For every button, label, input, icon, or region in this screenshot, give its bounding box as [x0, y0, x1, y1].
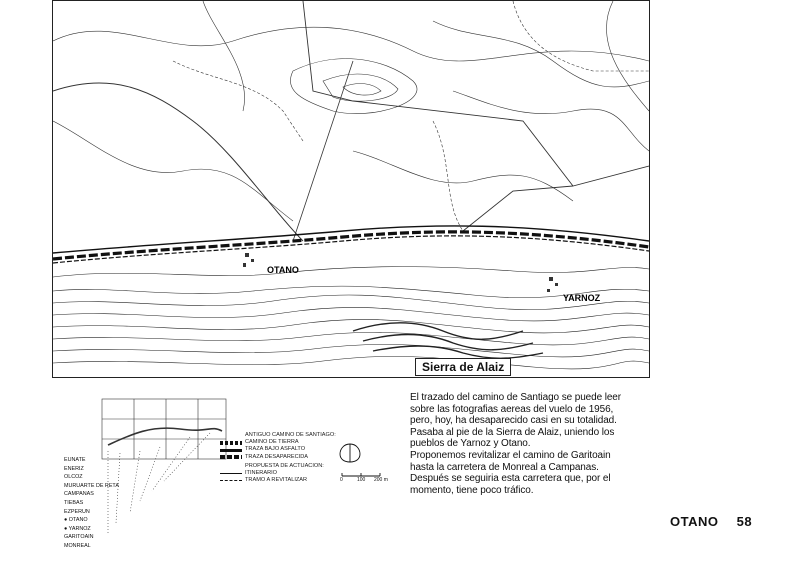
legend-swatch	[220, 455, 242, 459]
contour-line	[53, 344, 649, 357]
legend-item	[220, 439, 336, 446]
map-label-sierra: Sierra de Alaiz	[415, 358, 511, 376]
village-marker-otano	[243, 253, 254, 267]
contour-line	[53, 319, 649, 332]
legend-title-text: PROPUESTA DE ACTUACION:	[245, 462, 324, 469]
paragraph-line: momento, tiene poco tráfico.	[410, 484, 534, 496]
paragraph-line: Después se seguiria esta carretera que, por el	[410, 473, 611, 485]
village-tiebas: TIEBAS	[64, 499, 84, 506]
village-olcoz: OLCOZ	[64, 474, 83, 481]
map-label-yarnoz: YARNOZ	[563, 293, 601, 303]
contour-line	[433, 21, 649, 87]
village-marker-yarnoz	[547, 277, 558, 292]
village-muruarte: MURUARTE DE RETA	[64, 482, 119, 489]
map-label-otano: OTANO	[267, 265, 299, 275]
paragraph-line: Proponemos revitalizar el camino de Garitoain	[410, 449, 611, 461]
contour-line	[343, 84, 381, 96]
north-arrow-and-scale	[330, 440, 390, 484]
legend-item-label: TRAZA DESAPARECIDA	[245, 453, 308, 460]
contour-line	[323, 74, 398, 101]
village-eunate: EUNATE	[64, 457, 86, 463]
path-line	[173, 61, 303, 141]
contour-line	[53, 121, 293, 221]
contour-line	[203, 1, 245, 111]
page-number: 58	[736, 514, 753, 529]
contour-line	[53, 267, 649, 277]
contour-line	[53, 332, 649, 345]
legend-item	[220, 446, 336, 453]
camino-route	[53, 226, 649, 263]
scale-tick-0: 0	[340, 477, 343, 483]
legend-item-label: TRAZA BAJO ASFALTO	[245, 446, 306, 453]
contour-line	[453, 91, 649, 151]
page-footer	[670, 514, 752, 529]
legend-item-label: CAMINO DE TIERRA	[245, 439, 299, 446]
path-line	[433, 121, 463, 231]
village-yarnoz: ● YARNOZ	[64, 525, 91, 532]
road-line	[53, 83, 303, 241]
key-map-village-list	[64, 456, 119, 551]
map-canvas	[53, 1, 649, 377]
legend-swatch	[220, 441, 242, 445]
description-paragraph	[410, 392, 654, 496]
legend-swatch	[220, 480, 242, 481]
contour-line	[53, 356, 649, 369]
legend-item	[220, 470, 336, 477]
footer-title: OTANO	[670, 514, 719, 529]
key-map-route	[108, 428, 222, 445]
legend	[220, 432, 336, 484]
village-garitoain: GARITOAIN	[64, 534, 94, 541]
village-monreal: MONREAL	[64, 542, 91, 549]
contour-line	[353, 151, 573, 201]
paragraph-line: hasta la carretera de Monreal a Campanas.	[410, 461, 599, 473]
legend-title-1	[220, 432, 336, 439]
contour-line	[53, 286, 649, 298]
paragraph-line: El trazado del camino de Santiago se puede leer	[410, 392, 621, 403]
legend-item	[220, 477, 336, 484]
contour-line	[53, 27, 649, 61]
paragraph-line: Pasaba al pie de la Sierra de Alaiz, uniendo los	[410, 426, 615, 438]
path-line	[513, 1, 649, 71]
paragraph-line: pero, hoy, ha desaparecido casi en su totalidad.	[410, 415, 617, 427]
scale-bar	[342, 473, 380, 476]
legend-title-text: ANTIGUO CAMINO DE SANTIAGO:	[245, 432, 336, 438]
legend-item-label: TRAMO A REVITALIZAR	[245, 477, 308, 484]
north-arrow-icon	[340, 444, 360, 462]
scale-tick-100: 100	[357, 477, 366, 483]
legend-swatch	[220, 473, 242, 474]
contour-line	[290, 59, 417, 114]
road-line	[303, 1, 649, 186]
road-line	[293, 61, 353, 241]
village-campanas: CAMPANAS	[64, 491, 94, 498]
village-eneriz: ENERIZ	[64, 465, 84, 472]
legend-swatch	[220, 449, 242, 452]
topographic-map	[52, 0, 650, 378]
paragraph-line: sobre las fotografias aereas del vuelo de 1956,	[410, 403, 614, 415]
village-otano: ● OTANO	[64, 517, 88, 524]
road-line	[463, 186, 573, 231]
paragraph-line: pueblos de Yarnoz y Otano.	[410, 438, 531, 450]
legend-title-2	[220, 463, 336, 470]
contour-line	[53, 307, 649, 320]
scale-tick-200: 200 m	[374, 477, 388, 483]
legend-item	[220, 454, 336, 461]
legend-item-label: ITINERARIO	[245, 470, 278, 477]
village-ezperun: EZPERUN	[64, 508, 90, 515]
